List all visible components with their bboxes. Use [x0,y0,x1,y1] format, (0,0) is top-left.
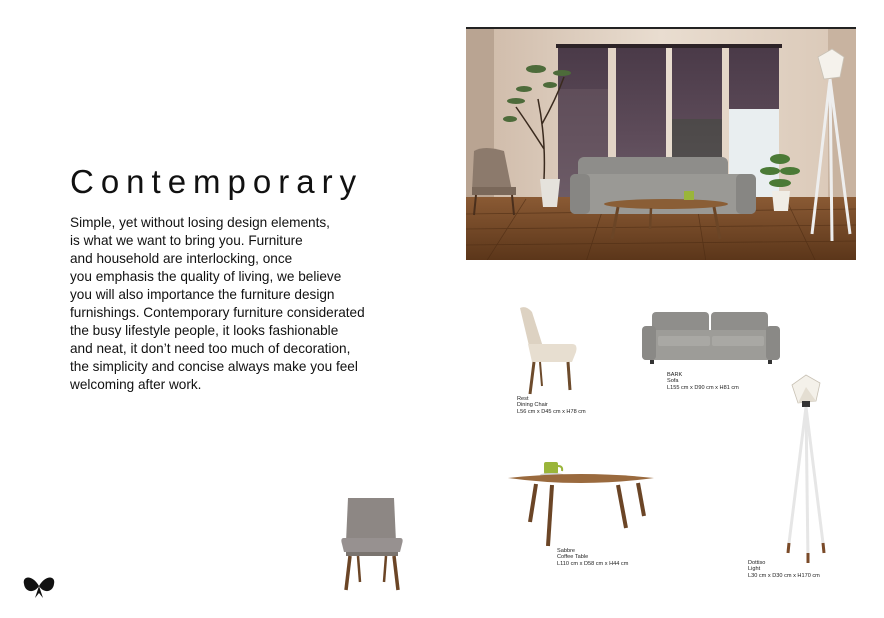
floor-lamp-caption: Dottiso Light L30 cm x D30 cm x H170 cm [748,560,820,579]
paragraph-line: welcoming after work. [70,377,202,392]
sofa-image [640,310,782,366]
paragraph-line: and neat, it don’t need too much of decoration, [70,341,351,356]
room-illustration [466,29,856,260]
bow-logo-icon [22,572,56,600]
paragraph-line: Simple, yet without losing design elements, [70,215,330,230]
paragraph-line: the busy lifestyle people, it looks fashionable [70,323,339,338]
paragraph-line: is what we want to bring you. Furniture [70,233,303,248]
paragraph-line: you emphasis the quality of living, we believe [70,269,342,284]
paragraph-line: and household are interlocking, once [70,251,293,266]
floor-lamp-image [782,373,832,565]
description-paragraph [70,214,390,394]
coffee-table-caption: Sabbre Coffee Table L110 cm x D58 cm x H44 cm [557,548,629,567]
paragraph-line: furnishings. Contemporary furniture considerated [70,305,365,320]
page-title: Contemporary [70,163,364,200]
paragraph-line: you will also importance the furniture design [70,287,335,302]
sofa-caption: BARK Sofa L155 cm x D90 cm x H81 cm [667,372,739,391]
brand-logo [22,572,56,600]
upholstered-chair-image [338,494,406,592]
dining-chair-image [512,304,584,396]
living-room-photo [466,27,856,260]
coffee-table-image [506,460,656,548]
dining-chair-caption: Rest Dining Chair L56 cm x D45 cm x H78 cm [517,396,586,415]
paragraph-line: the simplicity and concise always make you feel [70,359,358,374]
